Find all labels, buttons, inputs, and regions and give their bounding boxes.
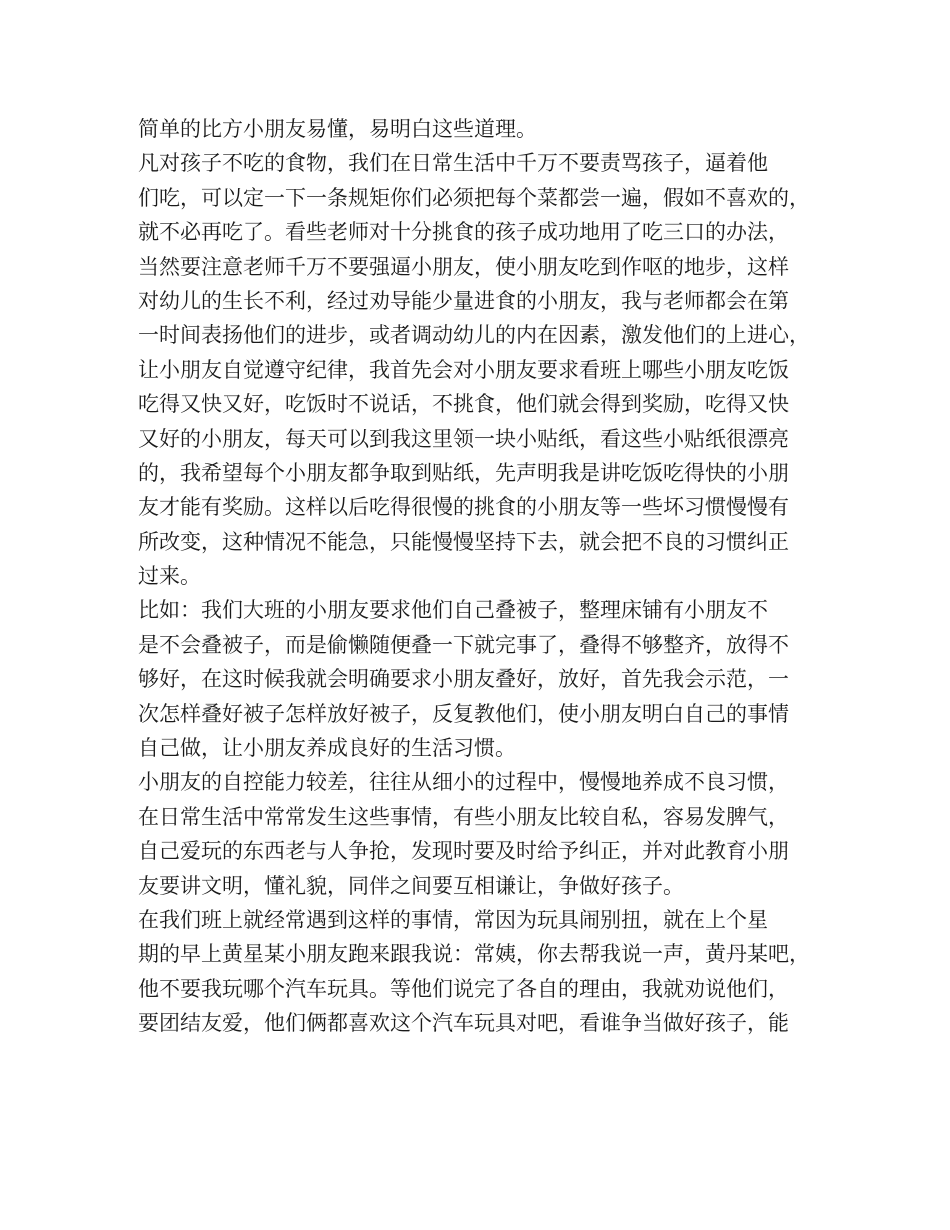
text-line-27: 要团结友爱，他们俩都喜欢这个汽车玩具对吧，看谁争当做好孩子，能 bbox=[138, 1011, 789, 1036]
text-line-8: 让小朋友自觉遵守纪律，我首先会对小朋友要求看班上哪些小朋友吃饭 bbox=[138, 357, 789, 382]
text-line-23: 友要讲文明，懂礼貌，同伴之间要互相谦让，争做好孩子。 bbox=[138, 873, 684, 898]
text-line-7: 一时间表扬他们的进步，或者调动幼儿的内在因素，激发他们的上进心， bbox=[138, 323, 810, 348]
text-line-19: 自己做，让小朋友养成良好的生活习惯。 bbox=[138, 736, 516, 761]
text-line-24: 在我们班上就经常遇到这样的事情，常因为玩具闹别扭，就在上个星 bbox=[138, 907, 768, 932]
text-line-3: 们吃，可以定一下一条规矩你们必须把每个菜都尝一遍，假如不喜欢的， bbox=[138, 185, 810, 210]
text-line-17: 够好，在这时候我就会明确要求小朋友叠好，放好，首先我会示范，一 bbox=[138, 667, 789, 692]
text-line-2: 凡对孩子不吃的食物，我们在日常生活中千万不要责骂孩子，逼着他 bbox=[138, 151, 768, 176]
text-line-26: 他不要我玩哪个汽车玩具。等他们说完了各自的理由，我就劝说他们， bbox=[138, 976, 789, 1001]
text-line-9: 吃得又快又好，吃饭时不说话，不挑食，他们就会得到奖励，吃得又快 bbox=[138, 392, 789, 417]
text-line-16: 是不会叠被子，而是偷懒随便叠一下就完事了，叠得不够整齐，放得不 bbox=[138, 632, 789, 657]
text-line-10: 又好的小朋友，每天可以到我这里领一块小贴纸，看这些小贴纸很漂亮 bbox=[138, 426, 789, 451]
text-line-14: 过来。 bbox=[138, 564, 201, 589]
text-line-15: 比如：我们大班的小朋友要求他们自己叠被子，整理床铺有小朋友不 bbox=[138, 598, 768, 623]
text-line-21: 在日常生活中常常发生这些事情，有些小朋友比较自私，容易发脾气， bbox=[138, 804, 789, 829]
text-line-20: 小朋友的自控能力较差，往往从细小的过程中，慢慢地养成不良习惯， bbox=[138, 770, 789, 795]
text-line-22: 自己爱玩的东西老与人争抢，发现时要及时给予纠正，并对此教育小朋 bbox=[138, 839, 789, 864]
text-line-25: 期的早上黄星某小朋友跑来跟我说：常姨，你去帮我说一声，黄丹某吧， bbox=[138, 942, 810, 967]
text-line-18: 次怎样叠好被子怎样放好被子，反复教他们，使小朋友明白自己的事情 bbox=[138, 701, 789, 726]
text-line-1: 简单的比方小朋友易懂，易明白这些道理。 bbox=[138, 117, 537, 141]
text-line-11: 的，我希望每个小朋友都争取到贴纸，先声明我是讲吃饭吃得快的小朋 bbox=[138, 460, 789, 485]
text-line-5: 当然要注意老师千万不要强逼小朋友，使小朋友吃到作呕的地步，这样 bbox=[138, 254, 789, 279]
text-line-6: 对幼儿的生长不利，经过劝导能少量进食的小朋友，我与老师都会在第 bbox=[138, 288, 789, 313]
document-body bbox=[138, 112, 828, 1041]
text-line-4: 就不必再吃了。看些老师对十分挑食的孩子成功地用了吃三口的办法， bbox=[138, 220, 789, 245]
text-line-12: 友才能有奖励。这样以后吃得很慢的挑食的小朋友等一些坏习惯慢慢有 bbox=[138, 495, 789, 520]
text-line-13: 所改变，这种情况不能急，只能慢慢坚持下去，就会把不良的习惯纠正 bbox=[138, 529, 789, 554]
